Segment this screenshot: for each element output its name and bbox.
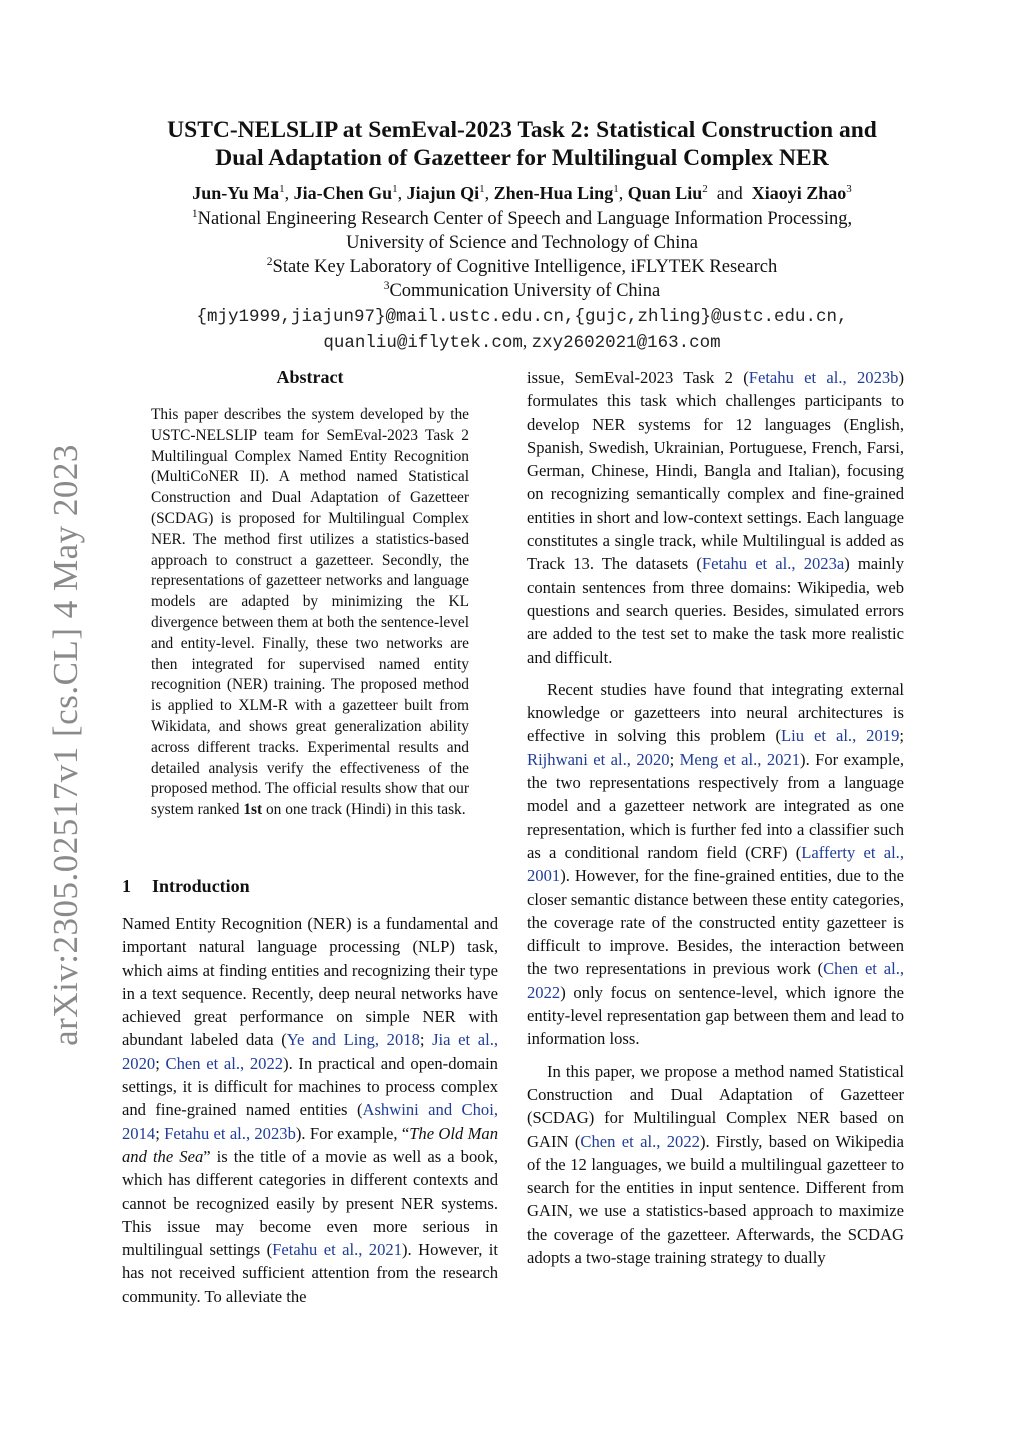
citation-link[interactable]: Fetahu et al., 2023a	[701, 554, 845, 574]
title-line-2: Dual Adaptation of Gazetteer for Multilingual Complex NER	[215, 145, 829, 171]
citation-link[interactable]: Fetahu et al., 2023b	[748, 368, 899, 387]
citation-link[interactable]: Rijhwani et al., 2020	[527, 749, 670, 769]
section-heading-introduction: 1 Introduction	[122, 876, 250, 896]
author: Zhen-Hua Ling$^1$,	[493, 183, 628, 203]
citation-link[interactable]: Meng et al., 2021	[679, 749, 801, 769]
author: Quan Liu$^2$ and	[627, 183, 752, 203]
author: Jia-Chen Gu$^1$,	[293, 183, 407, 203]
affiliation-3: $^3$Communication University of China	[383, 279, 661, 301]
email-address[interactable]: quanliu@iflytek.com	[323, 333, 523, 353]
arxiv-identifier-stamp: arXiv:2305.02517v1 [cs.CL] 4 May 2023	[46, 444, 85, 1046]
paragraph: Recent studies have found that integrating external knowledge or gazetteers into neural architectures is effective in solving this problem (Liu et al., 2019; Rijhwani et al., 2020; Meng et al., 2021). For example, the two representations respectively from a language model and a gazetteer network are integrated as one representation, which is further fed into a classifier such as a conditional random field (CRF) (Lafferty et al., 2001). However, for the fine-grained entities, due to the closer semantic distance between these entity categories, the coverage rate of the constructed entity gazetteer is difficult to improve. Besides, the interaction between the two representations in previous work (Chen et al., 2022) only focus on sentence-level, which ignore the entity-level representation gap between them and lead to information loss.	[527, 679, 904, 1049]
citation-link[interactable]: Chen et al., 2022	[527, 959, 904, 1002]
citation-link[interactable]: Fetahu et al., 2023b	[164, 1123, 296, 1143]
affiliation-1: $^1$National Engineering Research Center of Speech and Language Information Processing,	[191, 207, 853, 229]
author: Xiaoyi Zhao$^3$	[751, 183, 852, 203]
affiliation-1-continued: University of Science and Technology of China	[346, 233, 698, 253]
abstract-heading: Abstract	[276, 367, 344, 387]
italic-title: The Old Man and the Sea	[122, 1123, 498, 1166]
rank-highlight: 1st	[243, 801, 263, 819]
paragraph: issue, SemEval-2023 Task 2 (Fetahu et al., 2023b) formulates this task which challenges participants to develop NER systems for 12 languages (English, Spanish, Swedish, Ukrainian, Portuguese, French, Farsi, German, Chinese, Hindi, Bangla and Italian), focusing on recognizing semantically complex and fine-grained entities in short and low-context settings. Each language constitutes a single track, while Multilingual is added as Track 13. The datasets (Fetahu et al., 2023a) mainly contain sentences from three domains: Wikipedia, web questions and search queries. Besides, simulated errors are added to the test set to make the task more realistic and difficult.	[527, 368, 904, 667]
author: Jun-Yu Ma$^1$,	[192, 183, 294, 203]
citation-link[interactable]: Ye and Ling, 2018	[286, 1030, 420, 1050]
author-list	[80, 181, 964, 205]
author: Jiajun Qi$^1$,	[406, 183, 494, 203]
abstract-text: This paper describes the system developed by the USTC-NELSLIP team for SemEval-2023 Task 2 Multilingual Complex Named Entity Recognition (MultiCoNER II). A method named Statistical Construction and Dual Adaptation of Gazetteer (SCDAG) is proposed for Multilingual Complex NER. The method first utilizes a statistics-based approach to construct a gazetteer. Secondly, the representations of gazetteer networks and language models are adapted by minimizing the KL divergence between them at both the sentence-level and entity-level. Finally, these two networks are then integrated for supervised named entity recognition (NER) training. The proposed method is applied to XLM-R with a gazetteer built from Wikidata, and shows great generalization ability across different tracks. Experimental results and detailed analysis verify the effectiveness of the proposed method. The official results show that our system ranked 1st on one track (Hindi) in this task.	[151, 406, 469, 819]
paragraph: In this paper, we propose a method named Statistical Construction and Dual Adaptation of Gazetteer (SCDAG) for Multilingual Complex NER based on GAIN (Chen et al., 2022). Firstly, based on Wikipedia of the 12 languages, we build a multilingual gazetteer to search for the entities in input sentence. Different from GAIN, we use a statistics-based approach to maximize the coverage of the gazetteer. Afterwards, the SCDAG adopts a two-stage training strategy to dually	[527, 1061, 904, 1267]
paper-title	[100, 116, 944, 172]
citation-link[interactable]: Liu et al., 2019	[781, 726, 900, 746]
citation-link[interactable]: Ashwini and Choi, 2014	[122, 1100, 498, 1143]
email-line-2: quanliu@iflytek.com, zxy2602021@163.com	[323, 331, 721, 353]
title-line-1: USTC-NELSLIP at SemEval-2023 Task 2: Statistical Construction and	[167, 117, 877, 143]
citation-link[interactable]: Fetahu et al., 2021	[272, 1240, 402, 1260]
citation-link[interactable]: Chen et al., 2022	[580, 1131, 700, 1151]
email-address[interactable]: zxy2602021@163.com	[531, 333, 721, 353]
email-line-1: {mjy1999,jiajun97}@mail.ustc.edu.cn,{gujc,zhling}@ustc.edu.cn,	[196, 307, 848, 327]
citation-link[interactable]: Chen et al., 2022	[165, 1053, 284, 1073]
affiliation-2: $^2$State Key Laboratory of Cognitive Intelligence, iFLYTEK Research	[266, 255, 778, 277]
citation-link[interactable]: Jia et al., 2020	[122, 1030, 498, 1073]
citation-link[interactable]: Lafferty et al., 2001	[527, 842, 904, 886]
introduction-right-column	[527, 366, 904, 1278]
introduction-left-column: Named Entity Recognition (NER) is a fundamental and important natural language processing (NLP) task, which aims at finding entities and recognizing their type in a text sequence. Recently, deep neural networks have achieved great performance on simple NER with abundant labeled data (Ye and Ling, 2018; Jia et al., 2020; Chen et al., 2022). In practical and open-domain settings, it is difficult for machines to process complex and fine-grained named entities (Ashwini and Choi, 2014; Fetahu et al., 2023b). For example, “The Old Man and the Sea” is the title of a movie as well as a book, which has different categories in different contexts and cannot be recognized easily by present NER systems. This issue may become even more serious in multilingual settings (Fetahu et al., 2021). However, it has not received sufficient attention from the research community. To alleviate the	[122, 914, 499, 1306]
